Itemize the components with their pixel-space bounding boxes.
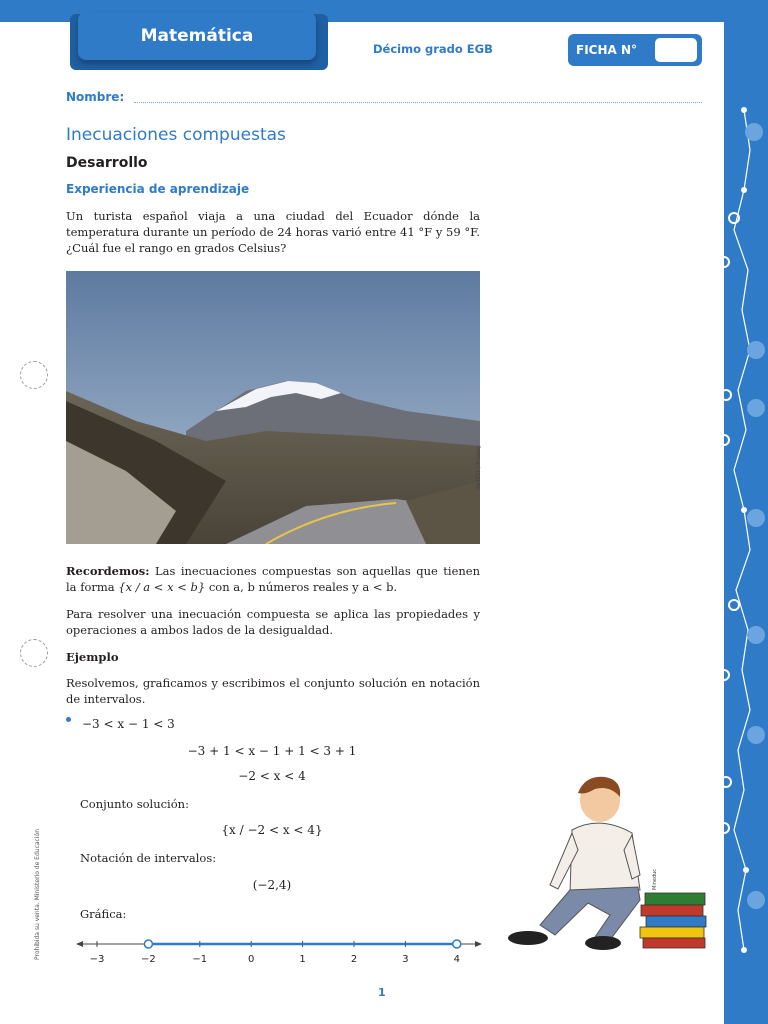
solution-set: {x / −2 < x < 4} [221, 823, 323, 837]
inequality-step-1: −3 < x − 1 < 3 [82, 717, 175, 731]
number-line-tick-label: −3 [89, 954, 105, 965]
subsection-heading: Experiencia de aprendizaje [66, 182, 250, 196]
inequality-step-3: −2 < x < 4 [238, 769, 306, 783]
grade-label: Décimo grado EGB [373, 42, 493, 56]
name-field[interactable] [134, 102, 702, 103]
recordemos-text-a: Las inecuaciones compuestas son aquellas que tienen la forma [66, 564, 480, 594]
ficha-number-field[interactable] [655, 38, 697, 62]
number-line-arrow-left [76, 941, 83, 947]
inequality-step-2: −3 + 1 < x − 1 + 1 < 3 + 1 [187, 744, 357, 758]
name-label: Nombre: [66, 90, 125, 104]
number-line-tick-label: 0 [248, 954, 255, 965]
binder-hole-bottom [20, 639, 48, 667]
boy-illustration [500, 775, 710, 955]
binder-hole-top [20, 361, 48, 389]
recordemos-text-b: con a, b números reales y a < b. [205, 580, 398, 594]
ficha-label: FICHA N° [576, 43, 638, 57]
page-number: 1 [378, 986, 386, 999]
recordemos-paragraph [66, 563, 480, 595]
mountain-photo [66, 271, 480, 544]
subject-tab [78, 12, 316, 60]
interval-notation: (−2,4) [252, 878, 292, 892]
properties-paragraph: Para resolver una inecuación compuesta se aplica las propiedades y operaciones a ambos lados de la desigualdad. [66, 607, 480, 637]
subject-title: Matemática [140, 26, 254, 46]
graph-label: Gráfica: [80, 907, 127, 921]
open-point-right [453, 940, 461, 948]
illustration-credit: Mineduc [652, 868, 658, 890]
number-line-tick-label: 3 [402, 954, 409, 965]
recordemos-set: {x / a < x < b} [118, 580, 206, 594]
intro-paragraph: Un turista español viaja a una ciudad del Ecuador dónde la temperatura durante un período de 24 horas varió entre 41 °F y 59 °F. ¿Cuál fue el rango en grados Celsius? [66, 209, 480, 255]
example-label: Ejemplo [66, 650, 119, 664]
ficha-box [568, 34, 702, 66]
number-line-tick-label: −1 [192, 954, 208, 965]
side-credit: Prohibida su venta. Ministerio de Educación [34, 828, 41, 960]
number-line-arrow-right [475, 941, 482, 947]
number-line-tick-label: −2 [141, 954, 156, 965]
page-title: Inecuaciones compuestas [66, 125, 286, 145]
decorative-chain [724, 90, 768, 990]
number-line-tick-label: 1 [299, 954, 306, 965]
number-line-tick-label: 4 [453, 954, 460, 965]
example-paragraph: Resolvemos, graficamos y escribimos el conjunto solución en notación de intervalos. [66, 676, 480, 706]
solution-set-label: Conjunto solución: [80, 797, 189, 811]
recordemos-label: Recordemos: [66, 564, 150, 578]
number-line-tick-label: 2 [350, 954, 358, 965]
open-point-left [144, 940, 152, 948]
photo-credit: Val3Z11 / Pixabay [476, 445, 482, 490]
interval-notation-label: Notación de intervalos: [80, 851, 217, 865]
number-line [76, 932, 486, 966]
bullet-icon [66, 717, 71, 722]
section-heading: Desarrollo [66, 155, 148, 171]
